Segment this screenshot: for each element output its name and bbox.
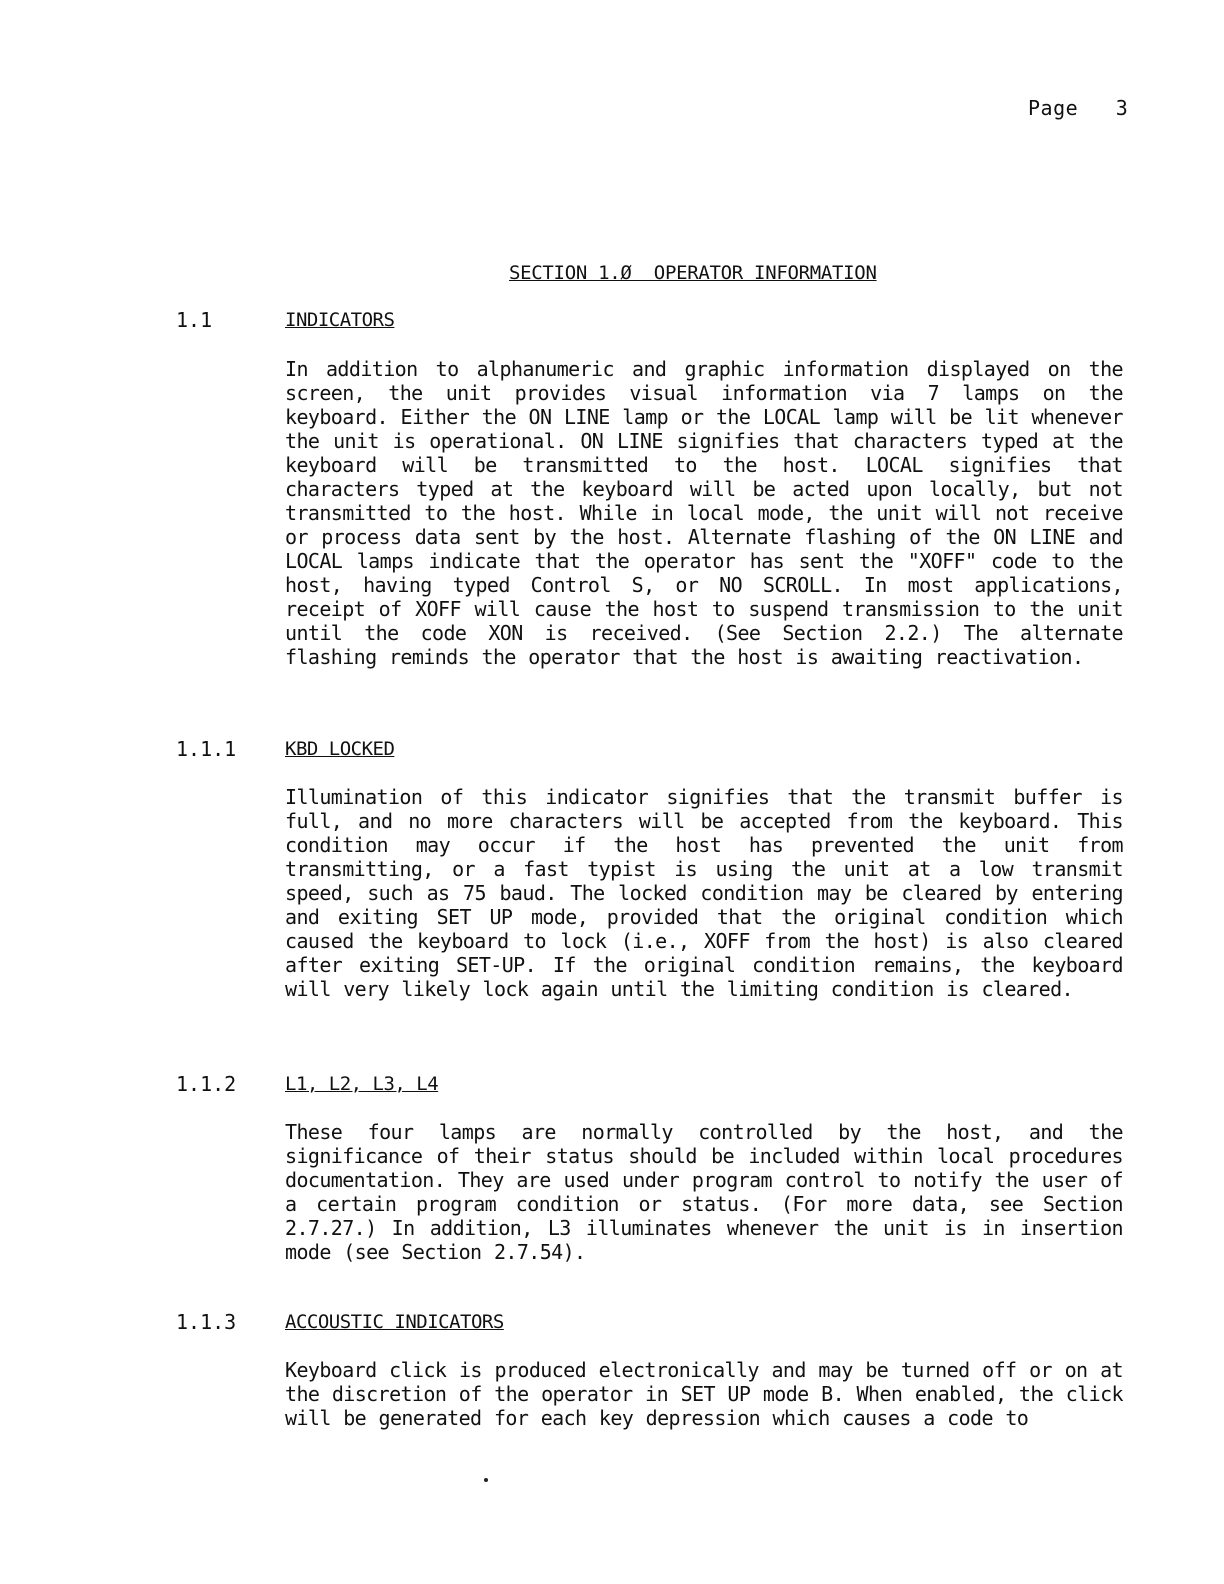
section-number: 1.1.3 bbox=[176, 1310, 237, 1334]
scan-speck bbox=[484, 1478, 488, 1482]
section-heading: L1, L2, L3, L4 bbox=[285, 1073, 439, 1095]
section-number: 1.1.2 bbox=[176, 1072, 237, 1096]
section-heading: ACCOUSTIC INDICATORS bbox=[285, 1311, 504, 1333]
section-number: 1.1 bbox=[176, 308, 213, 332]
section-body: Illumination of this indicator signifies that the transmit buffer is full, and no more characters will be accepted from the keyboard. This condition may occur if the host has prevented the unit from transmitting, or a fast typist is using the unit at a low transmit speed, such as 75 baud. The locked condition may be cleared by entering and exiting SET UP mode, provided that the original condition which caused the keyboard to lock (i.e., XOFF from the host) is also cleared after exiting SET-UP. If the original condition remains, the keyboard will very likely lock again until the limiting condition is cleared. bbox=[285, 785, 1123, 1001]
section-body: These four lamps are normally controlled by the host, and the significance of their status should be included within local procedures documentation. They are used under program control to notify the user of a certain program condition or status. (For more data, see Section 2.7.27.) In addition, L3 illuminates whenever the unit is in insertion mode (see Section 2.7.54). bbox=[285, 1120, 1123, 1264]
section-number: 1.1.1 bbox=[176, 737, 237, 761]
section-heading: INDICATORS bbox=[285, 309, 395, 331]
section-heading: KBD LOCKED bbox=[285, 738, 395, 760]
page-number: Page 3 bbox=[1028, 96, 1129, 120]
section-body: Keyboard click is produced electronically and may be turned off or on at the discretion of the operator in SET UP mode B. When enabled, the click will be generated for each key depression which causes a code to bbox=[285, 1358, 1123, 1430]
section-title: SECTION 1.Ø OPERATOR INFORMATION bbox=[509, 262, 877, 284]
section-body: In addition to alphanumeric and graphic information displayed on the screen, the unit provides visual information via 7 lamps on the keyboard. Either the ON LINE lamp or the LOCAL lamp will be lit whenever the unit is operational. ON LINE signifies that characters typed at the keyboard will be transmitted to the host. LOCAL signifies that characters typed at the keyboard will be acted upon locally, but not transmitted to the host. While in local mode, the unit will not receive or process data sent by the host. Alternate flashing of the ON LINE and LOCAL lamps indicate that the operator has sent the "XOFF" code to the host, having typed Control S, or NO SCROLL. In most applications, receipt of XOFF will cause the host to suspend transmission to the unit until the code XON is received. (See Section 2.2.) The alternate flashing reminds the operator that the host is awaiting reactivation. bbox=[285, 357, 1123, 669]
